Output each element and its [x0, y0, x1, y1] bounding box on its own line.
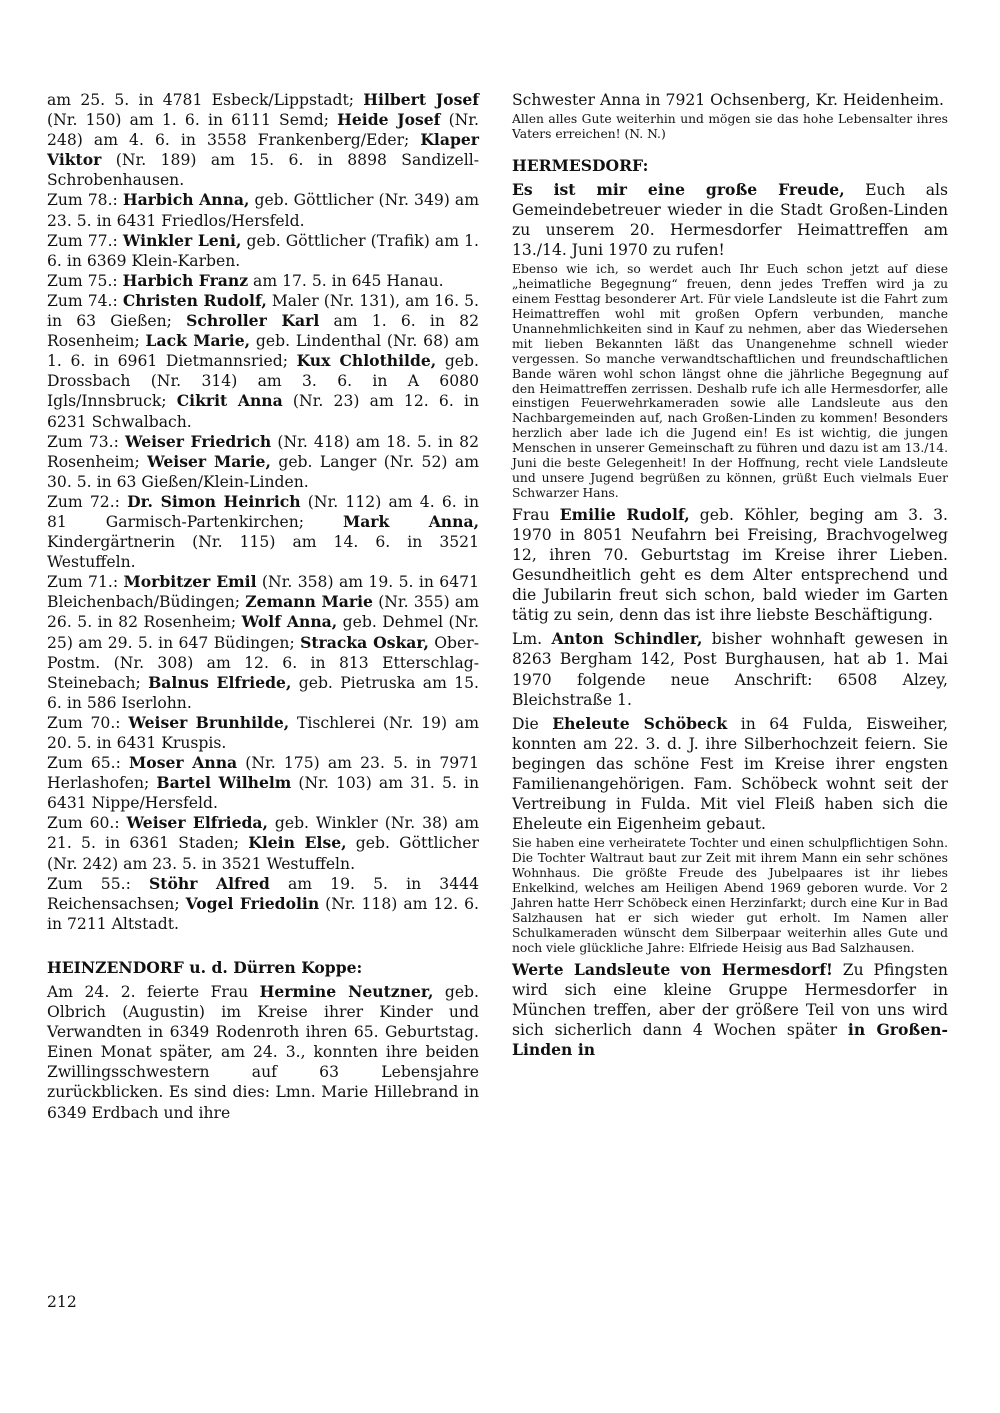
birthday-entry-77: Zum 77.: Winkler Leni, geb. Göttlicher (Trafik) am 1. 6. in 6369 Klein-Karben.: [47, 230, 479, 270]
birthday-entry-70: Zum 70.: Weiser Brunhilde, Tischlerei (Nr. 19) am 20. 5. in 6431 Kruspis.: [47, 712, 479, 752]
birthday-list: [47, 190, 479, 933]
schoebeck-note: Sie haben eine verheiratete Tochter und einen schulpflichtigen Sohn. Die Tochter Waltraut baut zur Zeit mit ihrem Mann ein sehr schönes Wohnhaus. Die größte Freude des Jubelpaares ist ihr liebes Enkelkind, welches am Heiligen Abend 1969 geboren wurde. Vor 2 Jahren hatte Herr Schöbeck einen Herzinfarkt; durch eine Kur in Bad Salzhausen hat er sich wieder gut erholt. Im Namen aller Schulkameraden wünscht dem Silberpaar weiterhin alles Gute und noch viele glückliche Jahre: Elfriede Heisig aus Bad Salzhausen.: [512, 836, 948, 955]
paragraph-werte-landsleute: Werte Landsleute von Hermesdorf! Zu Pfingsten wird sich eine kleine Gruppe Hermesdorfer in München treffen, aber der größere Teil von uns wird sich sicherlich dann 4 Wochen später in Großen-Linden in: [512, 959, 948, 1059]
birthday-entry-73: Zum 73.: Weiser Friedrich (Nr. 418) am 18. 5. in 82 Rosenheim; Weiser Marie, geb. Langer (Nr. 52) am 30. 5. in 63 Gießen/Klein-Linden.: [47, 431, 479, 491]
paragraph-eheleute-schoebeck: Die Eheleute Schöbeck in 64 Fulda, Eisweiher, konnten am 22. 3. d. J. ihre Silberhochzeit feiern. Sie begingen das schöne Fest im Kreise ihrer engsten Familienangehörigen. Fam. Schöbeck wohnt seit der Vertreibung in Fulda. Mit viel Fleiß haben sich die Eheleute ein Eigenheim gebaut.: [512, 713, 948, 834]
birthday-entry-78: Zum 78.: Harbich Anna, geb. Göttlicher (Nr. 349) am 23. 5. in 6431 Friedlos/Hersfeld.: [47, 190, 480, 230]
birthday-entry-55: Zum 55.: Stöhr Alfred am 19. 5. in 3444 Reichensachsen; Vogel Friedolin (Nr. 118) am 12. 6. in 7211 Altstadt.: [47, 873, 479, 933]
birthday-entry-72: Zum 72.: Dr. Simon Heinrich (Nr. 112) am 4. 6. in 81 Garmisch-Partenkirchen; Mark Anna, Kindergärtnerin (Nr. 115) am 14. 6. in 3521 Westuffeln.: [47, 491, 479, 572]
left-paragraph-intro: am 25. 5. in 4781 Esbeck/Lippstadt; Hilbert Josef (Nr. 150) am 1. 6. in 6111 Semd; Heide Josef (Nr. 248) am 4. 6. in 3558 Frankenberg/Eder; Klaper Viktor (Nr. 189) am 15. 6. in 8898 Sandizell-Schrobenhausen.: [47, 90, 479, 190]
hermesdorf-invitation-detail: Ebenso wie ich, so werdet auch Ihr Euch schon jetzt auf diese „heimatliche Begegnung“ freuen, denn jedes Treffen wird ja zu einem Festtag besonderer Art. Für viele Landsleute ist die Fahrt zum Heimattreffen wohl mit großen Opfern verbunden, manche Unannehmlichkeiten sind in Kauf zu nehmen, aber das Wiedersehen mit lieben Bekannten läßt das Unangenehme schnell wieder vergessen. So manche verwandtschaftlichen und freundschaftlichen Bande wären wohl schon längst ohne die jährliche Begegnung auf den Heimattreffen zerrissen. Deshalb rufe ich alle Hermesdorfer, alle einstigen Feuerwehrkameraden sowie alle Landsleute aus den Nachbargemeinden auf, nach Großen-Linden zu kommen! Besonders herzlich aber lade ich die Jugend ein! Es ist wichtig, die jungen Menschen in unserer Gemeinschaft zu führen und dazu ist am 13./14. Juni die beste Gelegenheit! In der Hoffnung, recht viele Landsleute und unsere Jugend begrüßen zu können, grüßt Euch vielmals Euer Schwarzer Hans.: [512, 262, 948, 500]
birthday-entry-65: Zum 65.: Moser Anna (Nr. 175) am 23. 5. in 7971 Herlashofen; Bartel Wilhelm (Nr. 103) am 31. 5. in 6431 Nippe/Hersfeld.: [47, 753, 479, 813]
section-heading-hermesdorf: HERMESDORF:: [512, 155, 649, 175]
birthday-entry-60: Zum 60.: Weiser Elfrieda, geb. Winkler (Nr. 38) am 21. 5. in 6361 Staden; Klein Else, geb. Göttlicher (Nr. 242) am 23. 5. in 3521 Westuffeln.: [47, 813, 479, 873]
left-column: [47, 90, 479, 1123]
right-note-wishes: Allen alles Gute weiterhin und mögen sie das hohe Lebensalter ihres Vaters erreichen! (N. N.): [512, 112, 948, 141]
right-column: [512, 90, 948, 1060]
paragraph-emilie-rudolf: Frau Emilie Rudolf, geb. Köhler, beging am 3. 3. 1970 in 8051 Neufahrn bei Freising, Brachvogelweg 12, ihren 70. Geburtstag im Kreise ihrer Lieben. Gesundheitlich geht es dem Alter entsprechend und die Jubilarin freut sich schon, bald wieder im Garten tätig zu sein, denn das ist ihre liebste Beschäftigung.: [512, 504, 949, 625]
paragraph-anton-schindler: Lm. Anton Schindler, bisher wohnhaft gewesen in 8263 Bergham 142, Post Burghausen, hat ab 1. Mai 1970 folgende neue Anschrift: 6508 Alzey, Bleichstraße 1.: [512, 629, 948, 709]
section-heading-heinzendorf: HEINZENDORF u. d. Dürren Koppe:: [47, 957, 363, 977]
hermesdorf-invitation: Es ist mir eine große Freude, Euch als Gemeindebetreuer wieder in die Stadt Großen-Linden zu unserem 20. Hermesdorfer Heimattreffen am 13./14. Juni 1970 zu rufen!: [512, 179, 948, 260]
heinzendorf-paragraph: Am 24. 2. feierte Frau Hermine Neutzner, geb. Olbrich (Augustin) im Kreise ihrer Kinder und Verwandten in 6349 Rodenroth ihren 65. Geburtstag. Einen Monat später, am 24. 3., konnten ihre beiden Zwillingsschwestern auf 63 Lebensjahre zurückblicken. Es sind dies: Lmn. Marie Hillebrand in 6349 Erdbach und ihre: [47, 981, 479, 1122]
birthday-entry-71: Zum 71.: Morbitzer Emil (Nr. 358) am 19. 5. in 6471 Bleichenbach/Büdingen; Zemann Marie (Nr. 355) am 26. 5. in 82 Rosenheim; Wolf Anna, geb. Dehmel (Nr. 25) am 29. 5. in 647 Büdingen; Stracka Oskar, Ober-Postm. (Nr. 308) am 12. 6. in 813 Etterschlag-Steinebach; Balnus Elfriede, geb. Pietruska am 15. 6. in 586 Iserlohn.: [47, 572, 479, 712]
birthday-entry-75: Zum 75.: Harbich Franz am 17. 5. in 645 Hanau.: [47, 270, 444, 290]
birthday-entry-74: Zum 74.: Christen Rudolf, Maler (Nr. 131), am 16. 5. in 63 Gießen; Schroller Karl am 1. 6. in 82 Rosenheim; Lack Marie, geb. Lindenthal (Nr. 68) am 1. 6. in 6961 Dietmannsried; Kux Chlothilde, geb. Drossbach (Nr. 314) am 3. 6. in A 6080 Igls/Innsbruck; Cikrit Anna (Nr. 23) am 12. 6. in 6231 Schwalbach.: [47, 290, 480, 431]
right-paragraph-intro: Schwester Anna in 7921 Ochsenberg, Kr. Heidenheim.: [512, 91, 944, 109]
page-number: 212: [47, 1293, 77, 1311]
